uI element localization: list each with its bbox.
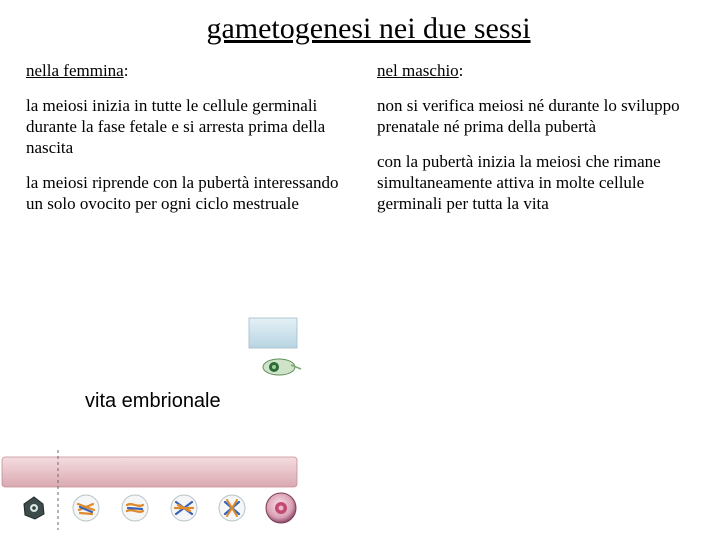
page-title: gametogenesi nei due sessi [206, 12, 531, 45]
pink-timeline-bar [2, 457, 297, 487]
blue-timeline-bar [249, 318, 297, 348]
female-paragraph-1: la meiosi inizia in tutte le cellule germinali durante la fase fetale e si arresta prima della nascita [26, 96, 326, 157]
female-heading: nella femmina: [26, 61, 129, 80]
male-paragraph-1: non si verifica meiosi né durante lo sviluppo prenatale né prima della pubertà [377, 96, 680, 136]
primary-oocyte [266, 493, 296, 523]
embryonic-life-label: vita embrionale [85, 390, 221, 412]
meiotic-cell-1 [73, 495, 99, 521]
primordial-germ-cell [263, 359, 301, 375]
meiotic-cell-3 [171, 495, 197, 521]
meiotic-cell-4 [219, 495, 245, 521]
male-heading-text: nel maschio [377, 61, 459, 80]
oogonium-cell [24, 497, 44, 519]
female-heading-text: nella femmina [26, 61, 124, 80]
meiotic-cell-2 [122, 495, 148, 521]
male-heading: nel maschio: [377, 61, 464, 80]
male-paragraph-2: con la pubertà inizia la meiosi che rimane simultaneamente attiva in molte cellule germinali per tutta la vita [377, 152, 661, 213]
female-paragraph-2: la meiosi riprende con la pubertà interessando un solo ovocito per ogni ciclo mestruale [26, 173, 339, 213]
